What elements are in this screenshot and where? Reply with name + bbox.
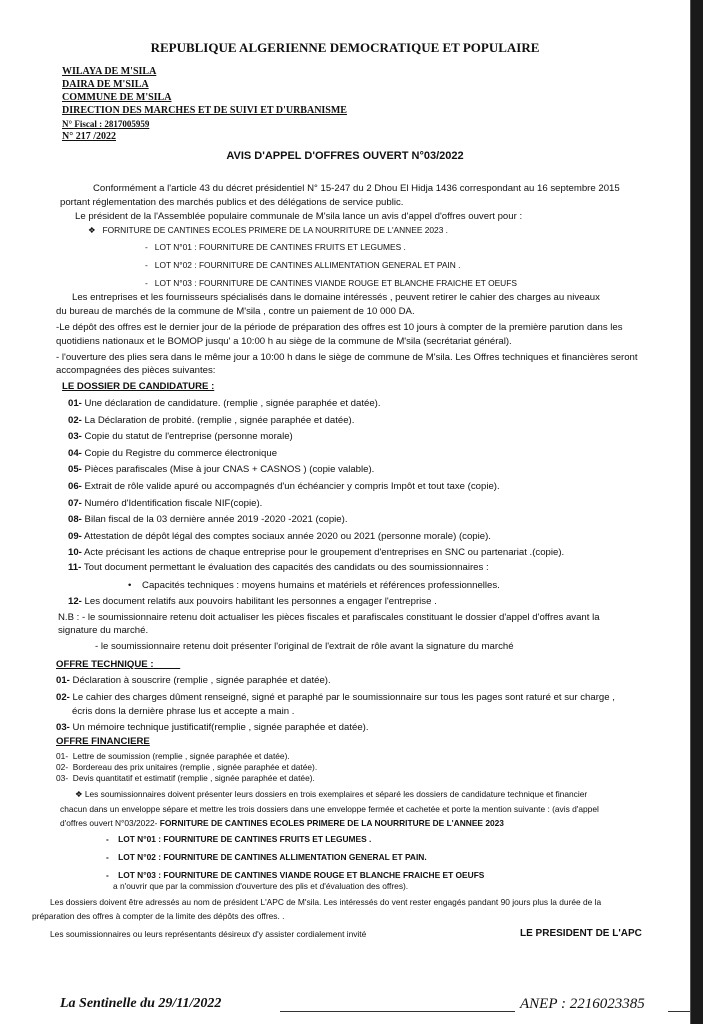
- dossier-item: [68, 481, 500, 493]
- commune: COMMUNE DE M'SILA: [62, 92, 172, 103]
- submission-line: Les soumissionnaires doivent présenter leurs dossiers en trois exemplaires et séparé les dossiers de candidature technique et financier: [84, 789, 588, 799]
- object-text: FORNITURE DE CANTINES ECOLES PRIMERE DE LA NOURRITURE DE L'ANNEE 2023 .: [102, 225, 449, 235]
- item-text: Une déclaration de candidature. (remplie , signée paraphée et datée).: [84, 398, 381, 409]
- item-number: 02-: [68, 415, 82, 426]
- item-number: 02-: [56, 692, 70, 703]
- lot-text: LOT N°01 : FOURNITURE DE CANTINES FRUITS ET LEGUMES .: [154, 242, 406, 252]
- item-text: Acte précisant les actions de chaque entreprise pour le groupement d'entreprises en SNC ou partenariat .(copie).: [84, 547, 565, 558]
- item-text: Le cahier des charges dûment renseigné, signé et paraphé par le soumissionnaire sur tous les pages sont raturé et sur charge ,: [72, 692, 615, 703]
- item-text: Devis quantitatif et estimatif (remplie , signée paraphée et datée).: [72, 773, 315, 783]
- item-number: 01-: [56, 751, 69, 761]
- object-line: [88, 224, 448, 236]
- dossier-item: [68, 498, 262, 510]
- item-text: Tout document permettant le évaluation des capacités des candidats ou des soumissionnaires :: [83, 562, 489, 573]
- item-text: Bordereau des prix unitaires (remplie , signée paraphée et datée).: [72, 762, 318, 772]
- item-number: 04-: [68, 448, 82, 459]
- submission-text: [60, 817, 504, 829]
- item-text: Numéro d'Identification fiscale NIF(copie).: [84, 498, 263, 509]
- intro-text: -Le dépôt des offres est le dernier jour de la période de préparation des offres est 10 jours à compter de la première parution dans les: [56, 322, 623, 333]
- item-number: 06-: [68, 481, 82, 492]
- item-number: 05-: [68, 464, 82, 475]
- lot-item: - LOT N°01 : FOURNITURE DE CANTINES FRUITS ET LEGUMES .: [106, 834, 372, 844]
- lot-text: LOT N°03 : FOURNITURE DE CANTINES VIANDE ROUGE ET BLANCHE FRAICHE ET OEUFS: [154, 278, 517, 288]
- intro-text: Conformément a l'article 43 du décret présidentiel N° 15-247 du 2 Dhou El Hidja 1436 correspondant au 16 septembre 2015: [93, 183, 620, 194]
- bullet-icon: •: [128, 580, 143, 591]
- scan-border: [691, 0, 703, 1024]
- item-text: Copie du Registre du commerce électronique: [84, 448, 278, 459]
- item-text: Les document relatifs aux pouvoirs habilitant les personnes a engager l'entreprise .: [84, 596, 437, 607]
- intro-text: - l'ouverture des plies sera dans le même jour a 10:00 h dans le siège de commune de M'sila. Les Offres techniques et financières seront: [56, 352, 638, 363]
- footer-rule: [668, 1011, 690, 1012]
- technique-item: [56, 692, 615, 704]
- direction: DIRECTION DES MARCHES ET DE SUIVI ET D'URBANISME: [62, 105, 347, 116]
- intro-text: Le président de la l'Assemblée populaire communale de M'sila lance un avis d'appel d'offres ouvert pour :: [75, 211, 523, 222]
- lot-item: - LOT N°03 : FOURNITURE DE CANTINES VIANDE ROUGE ET BLANCHE FRAICHE ET OEUFS: [106, 870, 485, 880]
- republic-heading: REPUBLIQUE ALGERIENNE DEMOCRATIQUE ET POPULAIRE: [150, 40, 540, 55]
- diamond-bullet-icon: ❖: [75, 789, 85, 799]
- item-number: 02-: [56, 762, 69, 772]
- lot-item: - LOT N°02 : FOURNITURE DE CANTINES ALLIMENTATION GENERAL ET PAIN .: [145, 260, 461, 270]
- lot-item: - LOT N°03 : FOURNITURE DE CANTINES VIANDE ROUGE ET BLANCHE FRAICHE ET OEUFS: [145, 278, 517, 288]
- lot-text: LOT N°02 : FOURNITURE DE CANTINES ALLIMENTATION GENERAL ET PAIN .: [154, 260, 461, 270]
- nb-text: - le soumissionnaire retenu doit présenter l'original de l'extrait de rôle avant la signature du marché: [95, 641, 514, 652]
- notice-title: AVIS D'APPEL D'OFFRES OUVERT N°03/2022: [226, 150, 464, 162]
- submission-text: Les dossiers doivent être adressés au nom de président L'APC de M'sila. Les intéressés do vent rester engagés pandant 90 jours plus la durée de la: [50, 897, 602, 907]
- dossier-item: [68, 514, 348, 526]
- item-number: 11-: [68, 562, 82, 573]
- sub-bullet-text: Capacités techniques : moyens humains et matériels et références professionnelles.: [142, 580, 500, 591]
- wilaya: WILAYA DE M'SILA: [62, 66, 157, 77]
- newspaper-ref: La Sentinelle du 29/11/2022: [60, 996, 222, 1011]
- technique-item-cont: écris dons la dernière phrase lus et accepte a main .: [72, 706, 295, 717]
- scan-edge-line: [690, 0, 691, 1024]
- technique-item: [56, 675, 331, 687]
- submission-text: chacun dans un enveloppe sépare et mettre les trois dossiers dans une enveloppe fermée et cachetée et porte la mention suivante : (avis d'appel: [60, 804, 599, 814]
- diamond-bullet-icon: ❖: [88, 225, 103, 235]
- item-text: Attestation de dépôt légal des comptes sociaux année 2020 ou 2021 (personne morale) (copie).: [84, 531, 491, 542]
- item-text: Extrait de rôle valide apuré ou accompagnés d'un échéancier y compris Impôt et tout taxe (copie).: [84, 481, 500, 492]
- submission-text: préparation des offres à compter de la limite des dépôts des offres. .: [32, 911, 285, 921]
- submission-object: FORNITURE DE CANTINES ECOLES PRIMERE DE LA NOURRITURE DE L'ANNEE 2023: [159, 818, 504, 828]
- dossier-item: [68, 448, 277, 460]
- intro-text: Les entreprises et les fournisseurs spécialisés dans le domaine intéressés , peuvent retirer le cahier des charges au niveaux: [72, 292, 600, 303]
- technique-heading-text: OFFRE TECHNIQUE :: [56, 659, 154, 670]
- fiscal-number: N° Fiscal : 2817005959: [62, 119, 150, 129]
- technique-item: [56, 722, 369, 734]
- intro-text: quotidiens nationaux et le BOMOP jusqu' a 10:00 h au siège de la commune de M'sila (secrétariat général).: [56, 336, 512, 347]
- dossier-item: [68, 547, 564, 559]
- item-number: 12-: [68, 596, 82, 607]
- financiere-heading: OFFRE FINANCIERE: [56, 736, 150, 747]
- lot-item: - LOT N°01 : FOURNITURE DE CANTINES FRUITS ET LEGUMES .: [145, 242, 406, 252]
- dossier-item: [68, 415, 354, 427]
- lot-text: LOT N°02 : FOURNITURE DE CANTINES ALLIMENTATION GENERAL ET PAIN.: [118, 852, 427, 862]
- item-text: Copie du statut de l'entreprise (personne morale): [84, 431, 293, 442]
- dossier-item: [68, 431, 293, 443]
- daira: DAIRA DE M'SILA: [62, 79, 149, 90]
- item-number: 08-: [68, 514, 82, 525]
- item-text: Bilan fiscal de la 03 dernière année 2019 -2020 -2021 (copie).: [84, 514, 348, 525]
- submission-text: [75, 788, 587, 800]
- technique-heading: [56, 659, 180, 671]
- item-number: 01-: [68, 398, 82, 409]
- item-text: Pièces parafiscales (Mise à jour CNAS + CASNOS ) (copie valable).: [84, 464, 375, 475]
- signature: LE PRESIDENT DE L'APC: [520, 928, 642, 939]
- item-number: 03-: [68, 431, 82, 442]
- lot-item: - LOT N°02 : FOURNITURE DE CANTINES ALLIMENTATION GENERAL ET PAIN.: [106, 852, 427, 862]
- intro-text: du bureau de marchés de la commune de M'sila , contre un paiement de 10 000 DA.: [56, 306, 415, 317]
- lot-text: LOT N°03 : FOURNITURE DE CANTINES VIANDE ROUGE ET BLANCHE FRAICHE ET OEUFS: [118, 870, 485, 880]
- item-number: 09-: [68, 531, 82, 542]
- item-number: 01-: [56, 675, 70, 686]
- intro-text: portant réglementation des marchés publics et des délégations de service public.: [60, 197, 404, 208]
- lot-text: LOT N°01 : FOURNITURE DE CANTINES FRUITS ET LEGUMES .: [118, 834, 372, 844]
- dossier-item: [68, 398, 381, 410]
- submission-line: d'offres ouvert N°03/2022-: [60, 818, 160, 828]
- reference-number: N° 217 /2022: [62, 131, 116, 142]
- submission-closing: a n'ouvrir que par la commission d'ouverture des plis et d'évaluation des offres).: [113, 881, 409, 891]
- nb-text: N.B : - le soumissionnaire retenu doit actualiser les pièces fiscales et parafiscales constituant le dossier d'appel d'offres avant la: [58, 612, 600, 623]
- nb-text: signature du marché.: [58, 625, 149, 636]
- item-number: 10-: [68, 547, 82, 558]
- item-number: 03-: [56, 773, 69, 783]
- item-text: Un mémoire technique justificatif(remplie , signée paraphée et datée).: [72, 722, 369, 733]
- dossier-item: [68, 596, 437, 608]
- dossier-item: [68, 562, 489, 574]
- submission-text: Les soumissionnaires ou leurs représentants désireux d'y assister cordialement invité: [50, 929, 367, 939]
- dossier-item: [68, 464, 374, 476]
- item-text: Déclaration à souscrire (remplie , signée paraphée et datée).: [72, 675, 331, 686]
- intro-text: accompagnées des pièces suivantes:: [56, 365, 216, 376]
- item-text: Lettre de soumission (remplie , signée paraphée et datée).: [72, 751, 290, 761]
- financiere-item: [56, 772, 315, 784]
- item-text: La Déclaration de probité. (remplie , signée paraphée et datée).: [84, 415, 355, 426]
- dossier-heading: LE DOSSIER DE CANDIDATURE :: [62, 381, 215, 392]
- item-number: 03-: [56, 722, 70, 733]
- sub-bullet: [128, 580, 500, 592]
- dossier-item: [68, 531, 491, 543]
- anep-ref: ANEP : 2216023385: [520, 996, 645, 1012]
- footer-rule: [280, 1011, 515, 1012]
- item-number: 07-: [68, 498, 82, 509]
